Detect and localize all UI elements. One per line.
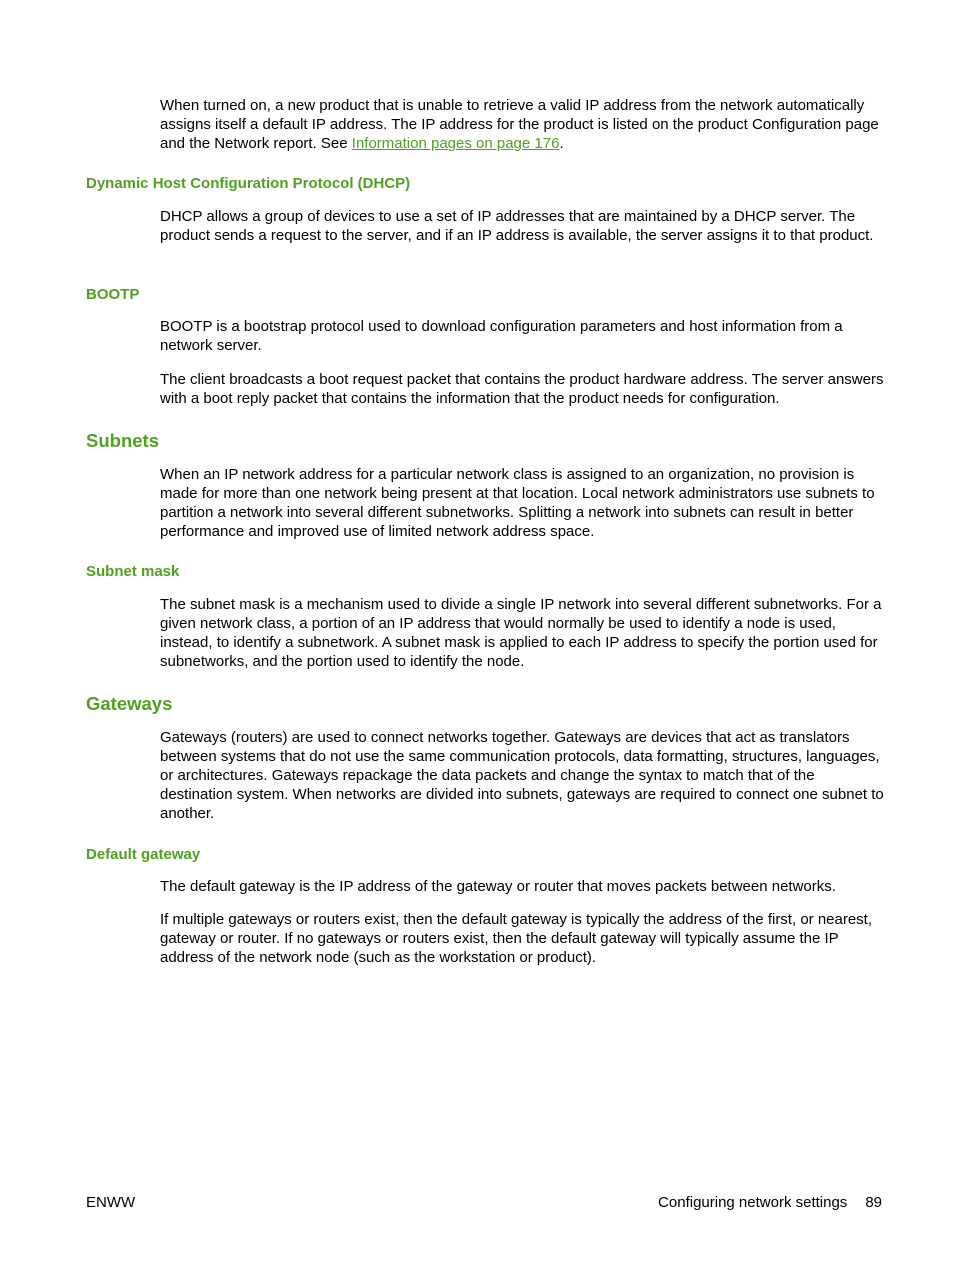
page-number: 89 [865, 1194, 882, 1211]
information-pages-link[interactable]: Information pages on page 176 [351, 135, 560, 153]
default-gateway-paragraph-1: The default gateway is the IP address of the gateway or router that moves packets between networks. [160, 878, 836, 895]
bootp-heading: BOOTP [86, 286, 140, 303]
intro-end: . [559, 135, 564, 153]
default-gateway-heading: Default gateway [86, 846, 201, 863]
footer-left-label: ENWW [86, 1194, 136, 1211]
subnet-mask-paragraph: The subnet mask is a mechanism used to divide a single IP network into several different subnetworks. For a given network class, a portion of an IP address that would normally be used to identify a node is used, instead, to identify a subnetwork. A subnet mask is applied to each IP address to specify the portion used for subnetworks, and the portion used to identify the node. [160, 596, 882, 671]
subnets-paragraph: When an IP network address for a particular network class is assigned to an organization, no provision is made for more than one network being present at that location. Local network administrators use subnets to partition a network into several different subnetworks. Splitting a network into subnets can result in better performance and improved use of limited network address space. [160, 466, 875, 541]
intro-paragraph [160, 96, 884, 153]
bootp-paragraph-1: BOOTP is a bootstrap protocol used to download configuration parameters and host information from a network server. [160, 318, 843, 355]
bootp-paragraph-2: The client broadcasts a boot request packet that contains the product hardware address. The server answers with a boot reply packet that contains the information that the product needs for configuration. [160, 371, 884, 408]
footer-right [658, 1193, 882, 1212]
dhcp-heading: Dynamic Host Configuration Protocol (DHCP) [86, 175, 411, 192]
subnet-mask-heading: Subnet mask [86, 563, 180, 580]
intro-text: When turned on, a new product that is unable to retrieve a valid IP address from the network automatically assigns itself a default IP address. The IP address for the product is listed on the product Configuration page and the Network report. See [160, 97, 879, 153]
subnets-heading: Subnets [86, 430, 159, 451]
footer-section-title: Configuring network settings [658, 1194, 848, 1211]
dhcp-paragraph: DHCP allows a group of devices to use a set of IP addresses that are maintained by a DHCP server. The product sends a request to the server, and if an IP address is available, the server assigns it to that product. [160, 208, 874, 245]
gateways-paragraph: Gateways (routers) are used to connect networks together. Gateways are devices that act as translators between systems that do not use the same communication protocols, data formatting, structures, languages, or architectures. Gateways repackage the data packets and change the syntax to match that of the destination system. When networks are divided into subnets, gateways are required to connect one subnet to another. [160, 729, 884, 823]
gateways-heading: Gateways [86, 693, 173, 714]
default-gateway-paragraph-2: If multiple gateways or routers exist, then the default gateway is typically the address of the first, or nearest, gateway or router. If no gateways or routers exist, then the default gateway will typically assume the IP address of the network node (such as the workstation or product). [160, 911, 873, 967]
